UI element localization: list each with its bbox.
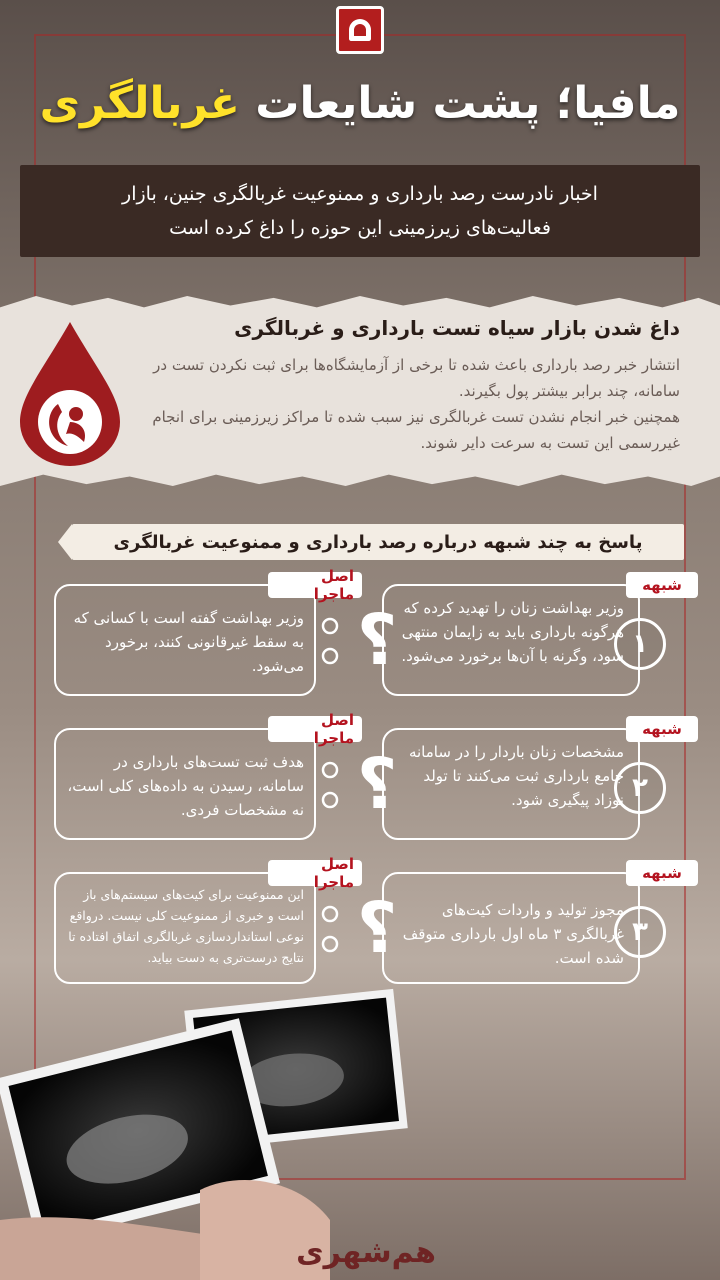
brand-logo xyxy=(336,6,384,54)
claim-row-3 xyxy=(0,854,720,984)
section-title: پاسخ به چند شبهه درباره رصد بارداری و ممنوعیت غربالگری xyxy=(72,524,684,560)
fact-text: هدف ثبت تست‌های بارداری در سامانه، رسیدن به داده‌های کلی است، نه مشخصات فردی. xyxy=(67,753,304,819)
fact-text: این ممنوعیت برای کیت‌های سیستم‌های باز است و خبری از ممنوعیت کلی نیست. درواقع نوعی استانداردسازی غربالگری اتفاق افتاده تا نتایج درست‌تری به دست بیاید. xyxy=(68,887,304,965)
blood-drop-mother-child-icon xyxy=(14,318,126,468)
subtitle-line-1: اخبار نادرست رصد بارداری و ممنوعیت غربالگری جنین، بازار xyxy=(122,183,598,205)
fact-text: وزیر بهداشت گفته است با کسانی که به سقط غیرقانونی کنند، برخورد می‌شود. xyxy=(73,609,304,675)
question-mark-icon: ؟ xyxy=(356,887,398,969)
row-number: ۲ xyxy=(614,762,666,814)
question-mark-icon: ؟ xyxy=(356,743,398,825)
doubt-text: وزیر بهداشت زنان را تهدید کرده که هرگونه بارداری باید به زایمان منتهی شود، وگرنه با آن‌ها برخورد می‌شود. xyxy=(401,599,624,665)
subtitle-box xyxy=(20,165,700,257)
footer-brand-logo: هم‌شهری xyxy=(296,1234,436,1270)
subtitle-line-2: فعالیت‌های زیرزمینی این حوزه را داغ کرده است xyxy=(169,217,551,239)
claim-row-1 xyxy=(0,566,720,696)
doubt-label: شبهه xyxy=(626,572,698,598)
connector-circles-icon xyxy=(310,900,350,960)
connector-circles-icon xyxy=(310,756,350,816)
intro-paragraph-2: همچنین خبر انجام نشدن تست غربالگری نیز سبب شده تا مراکز زیرزمینی برای انجام غیررسمی این تست به سرعت دایر شوند. xyxy=(152,408,680,452)
title-part-2: غربالگری xyxy=(39,78,240,129)
fact-label: اصل ماجرا xyxy=(268,572,362,598)
title-part-1: مافیا؛ پشت شایعات xyxy=(255,78,681,129)
doubt-label: شبهه xyxy=(626,716,698,742)
doubt-text: مشخصات زنان باردار را در سامانه جامع بارداری ثبت می‌کنند تا تولد نوزاد پیگیری شود. xyxy=(408,743,624,809)
claim-row-2 xyxy=(0,710,720,840)
row-number: ۳ xyxy=(614,906,666,958)
page-title xyxy=(0,78,720,129)
intro-paragraph-1: انتشار خبر رصد بارداری باعث شده تا برخی از آزمایشگاه‌ها برای ثبت نکردن تست در سامانه، چند برابر بیشتر پول بگیرند. xyxy=(153,356,680,400)
question-mark-icon: ؟ xyxy=(356,599,398,681)
row-number: ۱ xyxy=(614,618,666,670)
connector-circles-icon xyxy=(310,612,350,672)
intro-text xyxy=(150,352,680,456)
intro-heading: داغ شدن بازار سیاه تست بارداری و غربالگری xyxy=(234,316,680,340)
doubt-label: شبهه xyxy=(626,860,698,886)
fact-label: اصل ماجرا xyxy=(268,716,362,742)
fact-label: اصل ماجرا xyxy=(268,860,362,886)
doubt-text: مجوز تولید و واردات کیت‌های غربالگری ۳ ماه اول بارداری متوقف شده است. xyxy=(402,901,624,967)
